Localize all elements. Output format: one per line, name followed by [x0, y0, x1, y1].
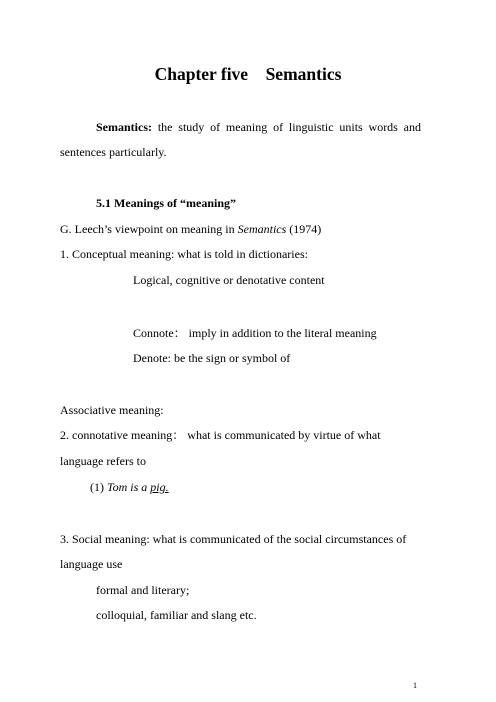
item-connotative-meaning: 2. connotative meaning： what is communicated by virtue of what — [60, 428, 381, 442]
definition-term: Semantics: — [96, 120, 152, 134]
associative-meaning-label: Associative meaning: — [60, 403, 164, 417]
social-subline-formal: formal and literary; — [96, 583, 190, 597]
leech-prefix: G. Leech’s viewpoint on meaning in — [60, 222, 238, 236]
leech-suffix: (1974) — [286, 222, 322, 236]
definition-continuation: sentences particularly. — [60, 145, 167, 159]
conceptual-subline: Logical, cognitive or denotative content — [133, 273, 325, 287]
definition-text: the study of meaning of linguistic units words and — [152, 120, 421, 134]
social-subline-colloquial: colloquial, familiar and slang etc. — [96, 608, 257, 622]
example-underlined-word: pig. — [150, 480, 169, 494]
chapter-title: Chapter five Semantics — [154, 64, 342, 84]
connote-definition: Connote： imply in addition to the literal meaning — [133, 326, 377, 340]
example-number: (1) — [90, 480, 107, 494]
social-meaning-continuation: language use — [60, 557, 123, 571]
section-heading: 5.1 Meanings of “meaning” — [96, 196, 237, 210]
definition-line — [96, 120, 421, 134]
page-number: 1 — [413, 681, 417, 690]
leech-book-title: Semantics — [237, 222, 287, 236]
item-conceptual-meaning: 1. Conceptual meaning: what is told in dictionaries: — [60, 247, 308, 261]
leech-viewpoint-line — [60, 222, 321, 236]
item-social-meaning: 3. Social meaning: what is communicated of the social circumstances of — [60, 532, 407, 546]
example-text: Tom is a — [107, 480, 151, 494]
connotative-continuation: language refers to — [60, 454, 146, 468]
example-sentence — [90, 480, 169, 494]
denote-definition: Denote: be the sign or symbol of — [133, 351, 291, 365]
